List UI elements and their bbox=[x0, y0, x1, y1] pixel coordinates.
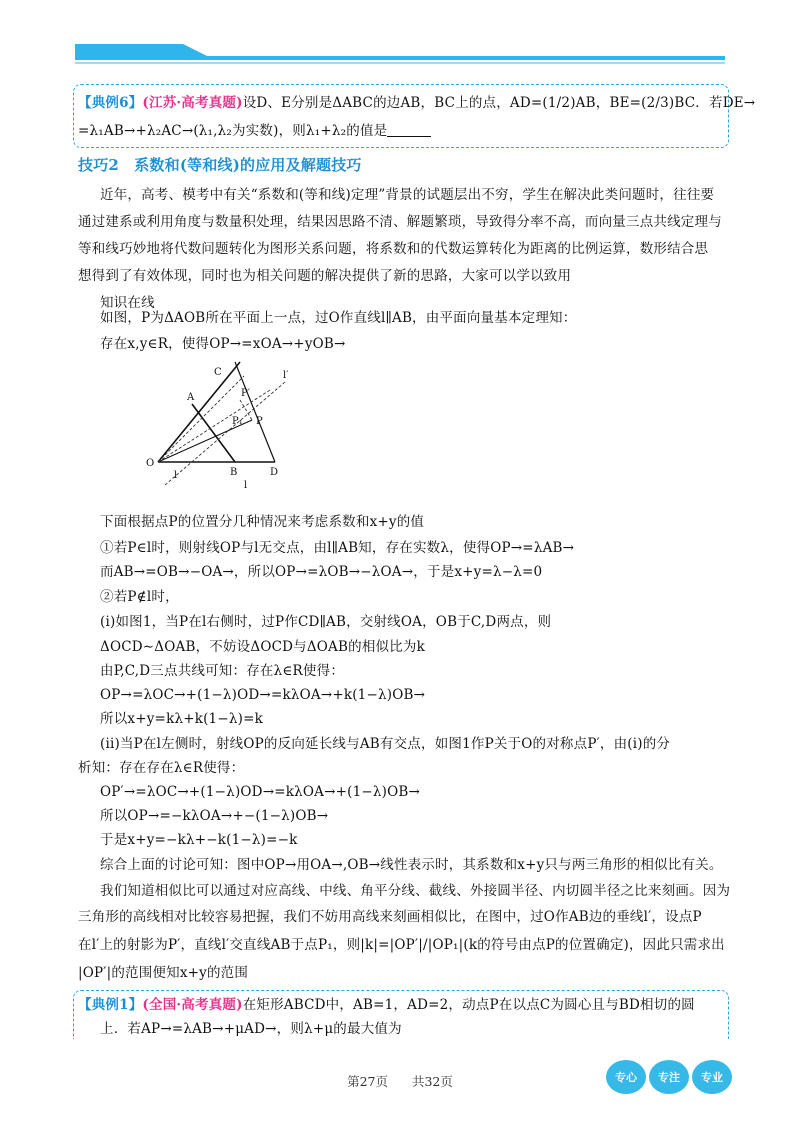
case2i-line4: OP→=λOC→+(1−λ)OD→=kλOA→+k(1−λ)OB→ bbox=[100, 687, 426, 703]
p5-line2: 三角形的高线相对比较容易把握，我们不妨用高线来刻画相似比，在图中，过O作AB边的垂线l′，设点P bbox=[78, 909, 702, 925]
label-C: C bbox=[214, 367, 222, 378]
case2i-line2: ΔOCD∼ΔOAB，不妨设ΔOCD与ΔOAB的相似比为k bbox=[100, 639, 426, 655]
badge-focus-heart: 专心 bbox=[606, 1060, 646, 1094]
page-number: 第27页 bbox=[347, 1074, 388, 1089]
case2-line: ②若P∉l时， bbox=[100, 589, 179, 605]
example6-line1 bbox=[78, 93, 755, 113]
label-O: O bbox=[146, 458, 155, 469]
example1-line2: 上．若AP→=λAB→+μAD→，则λ+μ的最大值为 bbox=[100, 1021, 402, 1037]
label-l-left: l bbox=[174, 470, 178, 481]
case1-line2: 而AB→=OB→−OA→，所以OP→=λOB→−λOA→，于是x+y=λ−λ=0 bbox=[100, 564, 543, 580]
label-B: B bbox=[230, 467, 238, 478]
label-P: P bbox=[256, 416, 263, 427]
case1-line1: ①若P∈l时，则射线OP与l无交点，由l∥AB知，存在实数λ，使得OP→=λAB→ bbox=[100, 540, 575, 556]
case2ii-line2: 析知：存在存在λ∈R使得： bbox=[78, 760, 245, 776]
summary-line: 综合上面的讨论可知：图中OP→用OA→,OB→线性表示时，其系数和x+y只与两三角形的相似比有关。 bbox=[100, 857, 723, 873]
label-P-prime: P′ bbox=[241, 388, 250, 399]
example1-tag: 【典例1】 bbox=[78, 997, 143, 1013]
label-A: A bbox=[187, 392, 195, 403]
p1-line2: 通过建系或利用角度与数量积处理，结果因思路不清、解题繁琐，导致得分率不高，而向量三点共线定理与 bbox=[78, 214, 722, 230]
section-title: 技巧2 系数和(等和线)的应用及解题技巧 bbox=[78, 156, 362, 174]
p4-line: 下面根据点P的位置分几种情况来考虑系数和x+y的值 bbox=[100, 514, 425, 530]
case2i-line5: 所以x+y=kλ+k(1−λ)=k bbox=[100, 711, 263, 727]
geometry-figure bbox=[140, 360, 300, 490]
p5-line4: |OP′|的范围便知x+y的范围 bbox=[78, 965, 249, 981]
case2ii-line5: 于是x+y=−kλ+−k(1−λ)=−k bbox=[100, 832, 298, 848]
footer-badges bbox=[606, 1060, 732, 1094]
case2i-line3: 由P,C,D三点共线可知：存在λ∈R使得： bbox=[100, 663, 345, 679]
label-l-prime: l′ bbox=[283, 370, 289, 381]
case2ii-line3: OP′→=λOC→+(1−λ)OD→=kλOA→+(1−λ)OB→ bbox=[100, 784, 420, 800]
example6-source: (江苏·高考真题) bbox=[142, 95, 243, 111]
example6-line2 bbox=[78, 121, 431, 141]
p3-line: 存在x,y∈R，使得OP→=xOA→+yOB→ bbox=[100, 336, 346, 352]
header-bar bbox=[75, 44, 725, 66]
p2-line: 如图，P为ΔAOB所在平面上一点，过O作直线l∥AB，由平面向量基本定理知： bbox=[100, 310, 577, 326]
example1-text1: 在矩形ABCD中，AB=1，AD=2，动点P在以点C为圆心且与BD相切的圆 bbox=[242, 997, 695, 1013]
p1-line4: 想得到了有效体现，同时也为相关问题的解决提供了新的思路，大家可以学以致用 bbox=[78, 268, 572, 284]
page-total: 共32页 bbox=[411, 1074, 453, 1089]
example6-text2: =λ₁AB→+λ₂AC→(λ₁,λ₂为实数)，则λ₁+λ₂的值是 bbox=[78, 123, 388, 139]
example6-tag: 【典例6】 bbox=[78, 95, 143, 111]
label-l-bottom: l bbox=[244, 480, 248, 490]
badge-professional: 专业 bbox=[692, 1060, 732, 1094]
p1-line3: 等和线巧妙地将代数问题转化为图形关系问题，将系数和的代数运算转化为距离的比例运算，数形结合思 bbox=[78, 241, 709, 257]
label-D: D bbox=[270, 467, 279, 478]
case2ii-line4: 所以OP→=−kλOA→+−(1−λ)OB→ bbox=[100, 808, 329, 824]
example1-source: (全国·高考真题) bbox=[142, 997, 243, 1013]
p5-line3: 在l′上的射影为P′，直线l′交直线AB于点P₁，则|k|=|OP′|/|OP₁|(k的符号由点P的位置确定)，因此只需求出 bbox=[78, 937, 725, 953]
badge-concentrate: 专注 bbox=[649, 1060, 689, 1094]
answer-blank bbox=[387, 122, 431, 137]
p1-line1: 近年，高考、模考中有关“系数和(等和线)定理”背景的试题层出不穷，学生在解决此类问题时，往往要 bbox=[100, 187, 715, 203]
p5-line1: 我们知道相似比可以通过对应高线、中线、角平分线、截线、外接圆半径、内切圆半径之比来刻画。因为 bbox=[100, 883, 731, 899]
knowledge-online-heading: 知识在线 bbox=[100, 295, 155, 311]
example1-line1 bbox=[78, 995, 695, 1015]
case2i-line1: (i)如图1，当P在l右侧时，过P作CD∥AB，交射线OA，OB于C,D两点，则 bbox=[100, 614, 552, 630]
example6-text1: 设D、E分别是ΔABC的边AB，BC上的点，AD=(1/2)AB，BE=(2/3)BC．若DE→ bbox=[242, 95, 756, 111]
label-P1: P₁ bbox=[232, 416, 243, 427]
case2ii-line1: (ii)当P在l左侧时，射线OP的反向延长线与AB有交点，如图1作P关于O的对称点P′，由(i)的分 bbox=[100, 736, 671, 752]
